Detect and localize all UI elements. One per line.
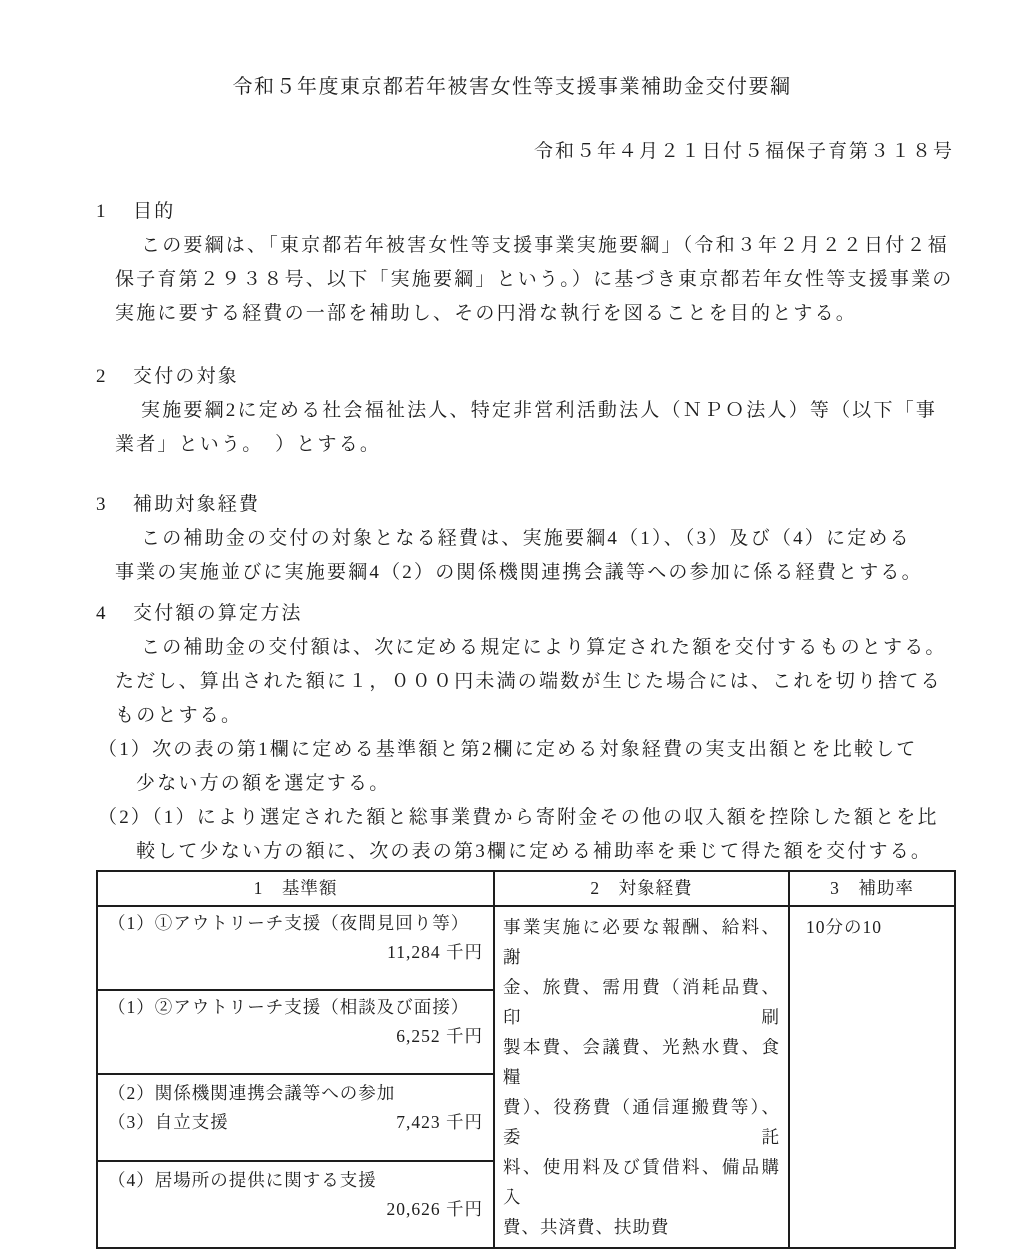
paragraph-line: 保子育第２９３８号、以下「実施要綱」という。）に基づき東京都若年女性等支援事業の — [115, 269, 954, 290]
expense-line: 製本費、会議費、光熱水費、食糧 — [503, 1037, 780, 1087]
section-title: 交付の対象 — [133, 366, 240, 387]
paragraph-line: この要綱は、「東京都若年被害女性等支援事業実施要綱」（令和３年２月２２日付２福 — [141, 235, 949, 256]
table-header-row — [97, 871, 955, 906]
subsidy-rate-cell — [789, 906, 955, 1248]
expense-line: 金、旅費、需用費（消耗品費、印刷 — [503, 977, 780, 1027]
header-target-expenses: 2 対象経費 — [494, 871, 789, 906]
expense-line: 費）、役務費（通信運搬費等）、委託 — [503, 1097, 780, 1147]
standard-amount-cell — [97, 990, 494, 1074]
list-item-line: 少ない方の額を選定する。 — [136, 773, 391, 794]
header-subsidy-rate: 3 補助率 — [789, 871, 955, 906]
section-covered-expenses — [96, 488, 954, 590]
list-item-line: 較して少ない方の額に、次の表の第3欄に定める補助率を乗じて得た額を交付する。 — [136, 841, 933, 862]
paragraph-line: 実施に要する経費の一部を補助し、その円滑な執行を図ることを目的とする。 — [115, 303, 858, 324]
criteria-amount: 11,284 千円 — [387, 942, 483, 962]
page-title: 令和５年度東京都若年被害女性等支援事業補助金交付要綱 — [232, 76, 792, 98]
paragraph-line: 実施要綱2に定める社会福祉法人、特定非営利活動法人（ＮＰＯ法人）等（以下「事 — [141, 400, 938, 421]
section-number: 2 — [96, 366, 108, 387]
paragraph-line: ただし、算出された額に１，０００円未満の端数が生じた場合には、これを切り捨てる — [115, 671, 942, 692]
section-number: 3 — [96, 494, 108, 515]
subsidy-table — [96, 870, 956, 1249]
standard-amount-cell — [97, 1161, 494, 1248]
paragraph-line: この補助金の交付の対象となる経費は、実施要綱4（1）、（3）及び（4）に定める — [141, 528, 911, 549]
criteria-label: （3）自立支援 — [108, 1112, 229, 1133]
document-body — [96, 195, 954, 1249]
section-heading — [96, 597, 954, 631]
doc-number: 令和５年４月２１日付５福保子育第３１８号 — [533, 141, 954, 162]
criteria-label: （1）②アウトリーチ支援（相談及び面接） — [108, 997, 470, 1018]
expense-line: 料、使用料及び賃借料、備品購入 — [503, 1157, 780, 1207]
section-title: 補助対象経費 — [133, 494, 261, 515]
criteria-amount: 6,252 千円 — [396, 1026, 483, 1047]
target-expenses-cell — [494, 906, 789, 1248]
section-heading — [96, 360, 954, 394]
standard-amount-cell — [97, 1074, 494, 1161]
expense-line: 事業実施に必要な報酬、給料、謝 — [503, 917, 780, 967]
subsidy-rate-value: 10分の10 — [806, 917, 882, 937]
section-number: 1 — [96, 201, 108, 222]
criteria-label: （4）居場所の提供に関する支援 — [108, 1170, 377, 1191]
criteria-amount: 20,626 千円 — [386, 1199, 483, 1220]
section-calculation-method — [96, 597, 954, 869]
paragraph-line: 事業の実施並びに実施要綱4（2）の関係機関連携会議等への参加に係る経費とする。 — [115, 562, 923, 583]
expense-line: 費、共済費、扶助費 — [503, 1217, 670, 1237]
section-purpose — [96, 195, 954, 331]
standard-amount-cell — [97, 906, 494, 990]
criteria-amount: 7,423 千円 — [396, 1112, 483, 1133]
section-heading — [96, 195, 954, 229]
paragraph-line: この補助金の交付額は、次に定める規定により算定された額を交付するものとする。 — [141, 637, 947, 658]
section-number: 4 — [96, 603, 108, 624]
criteria-label: （2）関係機関連携会議等への参加 — [108, 1083, 396, 1104]
header-standard-amount: 1 基準額 — [97, 871, 494, 906]
paragraph-line: 業者」という。 ）とする。 — [115, 434, 382, 455]
criteria-label: （1）①アウトリーチ支援（夜間見回り等） — [108, 913, 470, 933]
list-item-line: （2）（1）により選定された額と総事業費から寄附金その他の収入額を控除した額とを比 — [98, 807, 939, 828]
section-heading — [96, 488, 954, 522]
section-eligibility — [96, 360, 954, 462]
section-title: 目的 — [133, 201, 176, 222]
table-row — [97, 906, 955, 990]
section-title: 交付額の算定方法 — [133, 603, 303, 624]
paragraph-line: ものとする。 — [115, 705, 243, 726]
list-item-line: （1）次の表の第1欄に定める基準額と第2欄に定める対象経費の実支出額とを比較して — [98, 739, 918, 760]
